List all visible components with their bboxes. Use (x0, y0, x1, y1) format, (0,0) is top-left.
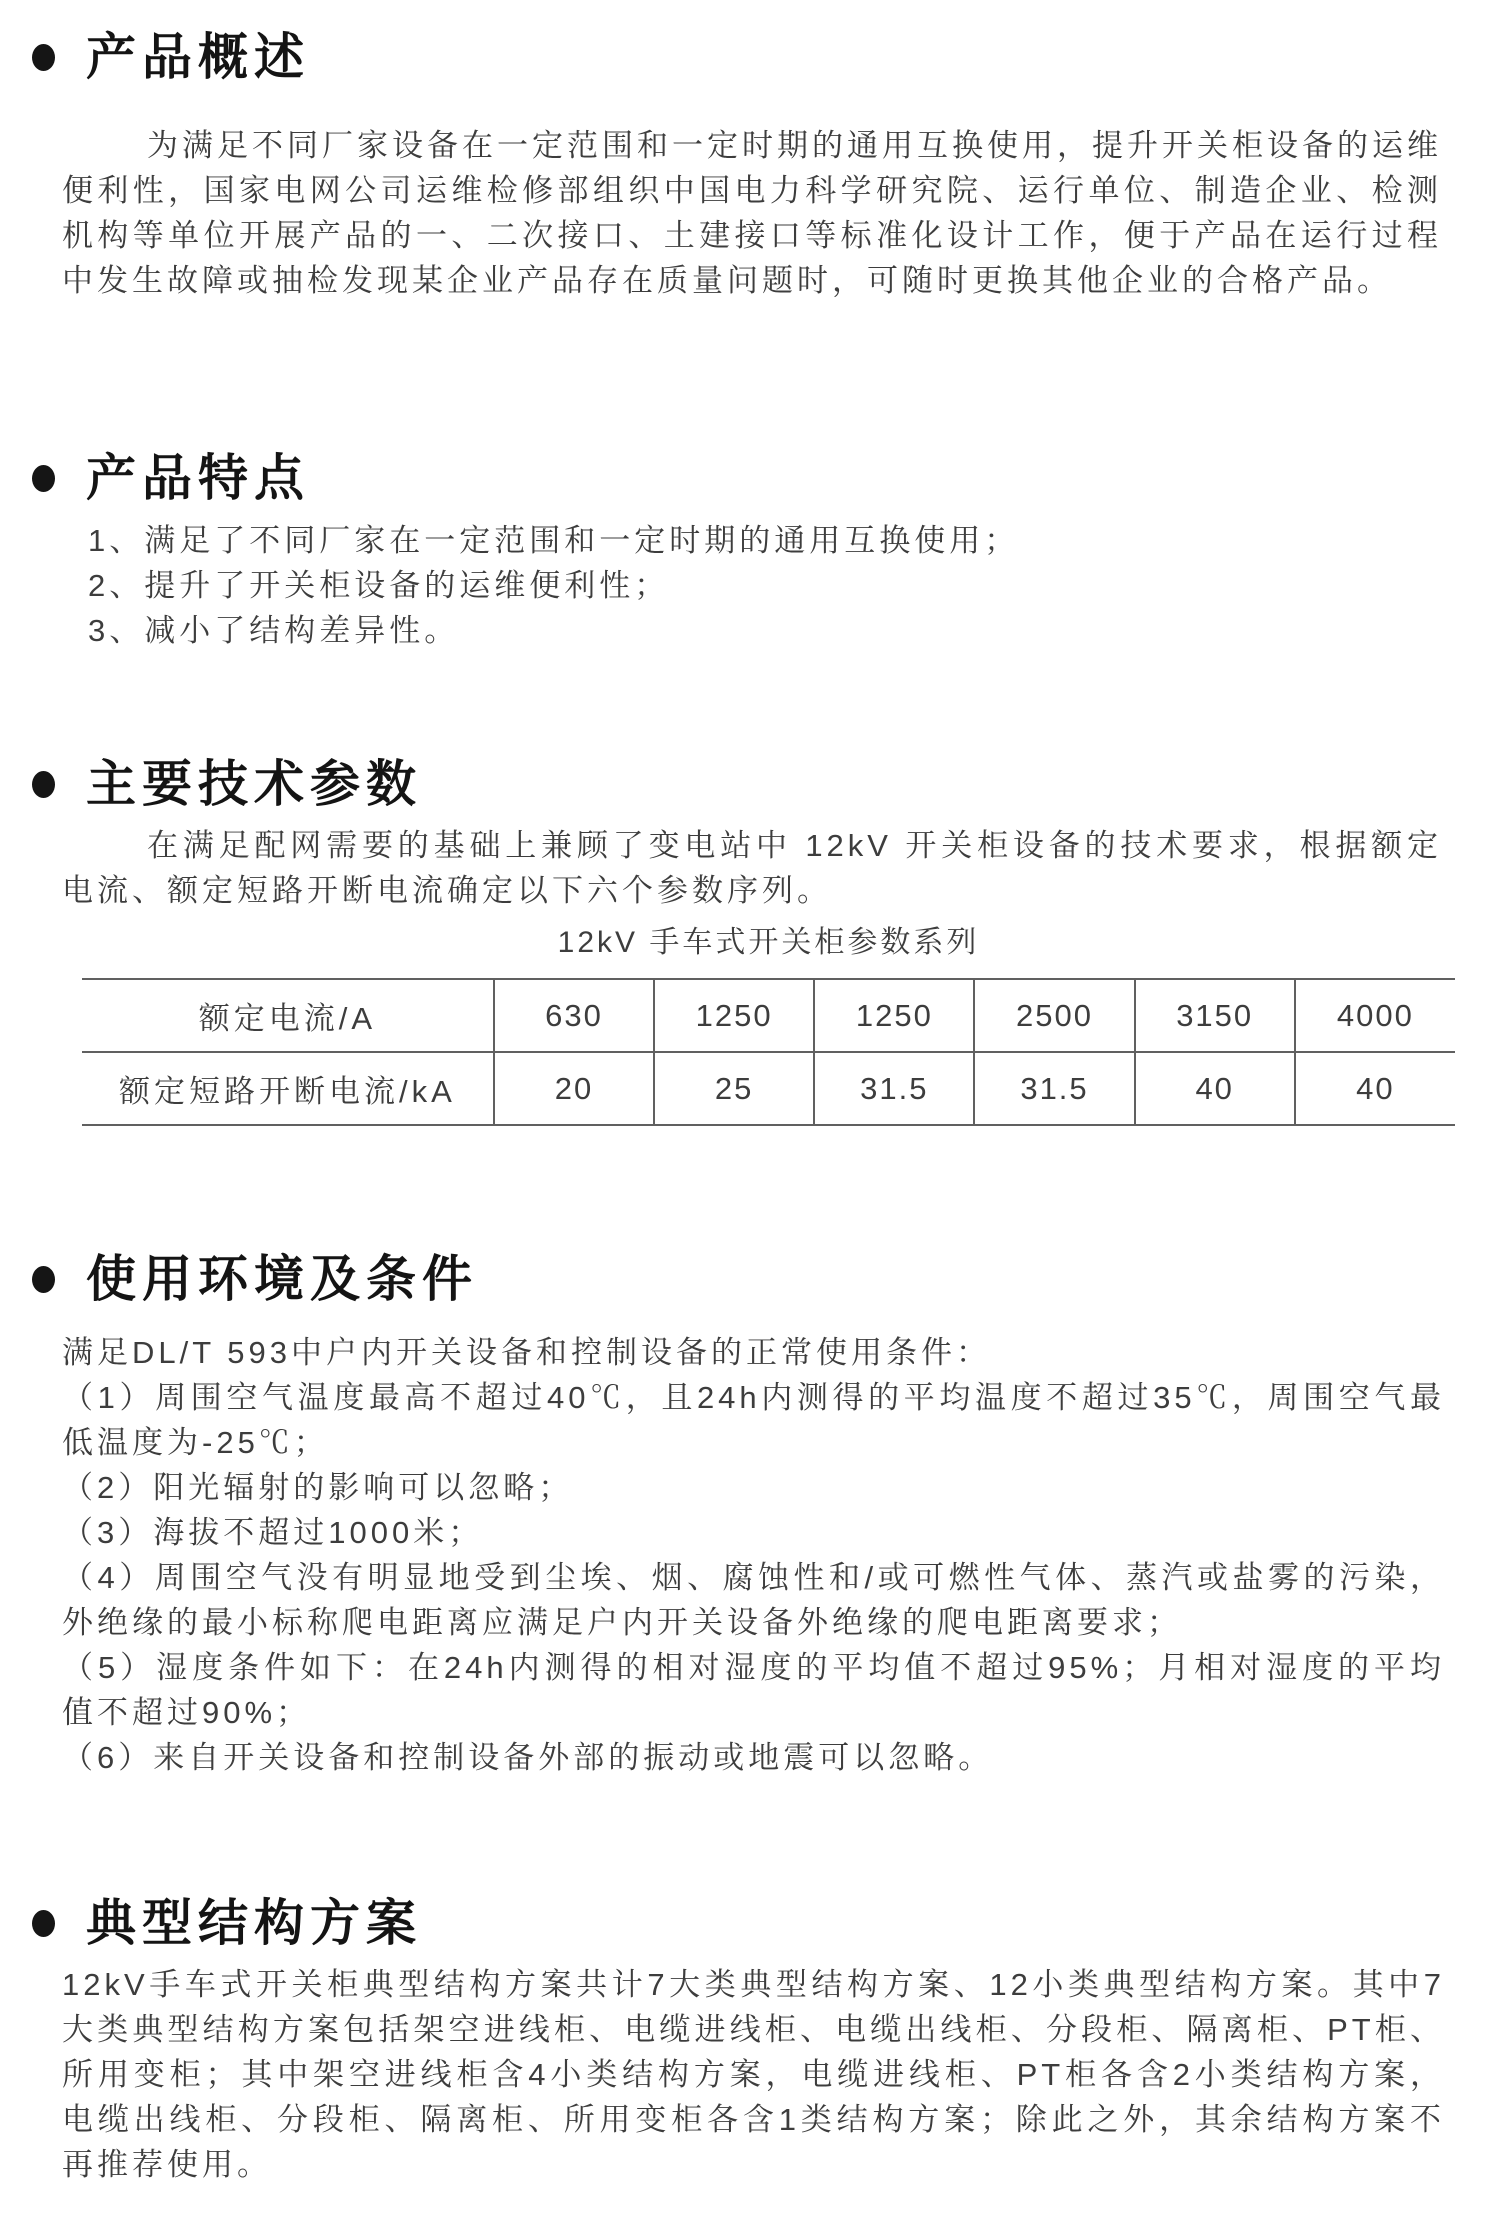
environment-intro: 满足DL/T 593中户内开关设备和控制设备的正常使用条件： (62, 1335, 991, 1370)
structure-section-heading (32, 1894, 422, 1952)
parameters-table-wrap (82, 978, 1455, 1126)
parameters-section-heading (32, 755, 422, 813)
table-cell: 4000 (1295, 979, 1455, 1052)
table-cell: 20 (494, 1052, 654, 1125)
features-item: 2、提升了开关柜设备的运维便利性； (88, 568, 670, 603)
environment-section-heading (32, 1250, 478, 1308)
breaking-current-row (82, 1052, 1455, 1125)
overview-paragraph: 为满足不同厂家设备在一定范围和一定时期的通用互换使用，提升开关柜设备的运维便利性，国家电网公司运维检修部组织中国电力科学研究院、运行单位、制造企业、检测机构等单位开展产品的一、二次接口、土建接口等标准化设计工作，便于产品在运行过程中发生故障或抽检发现某企业产品存在质量问题时，可随时更换其他企业的合格产品。 (62, 128, 1442, 298)
table-row-label: 额定电流/A (198, 1001, 377, 1036)
table-cell: 3150 (1135, 979, 1295, 1052)
features-item: 3、减小了结构差异性。 (88, 613, 460, 648)
overview-heading-text: 产品概述 (86, 29, 310, 85)
structure-paragraph: 12kV手车式开关柜典型结构方案共计7大类典型结构方案、12小类典型结构方案。其中7大类典型结构方案包括架空进线柜、电缆进线柜、电缆出线柜、分段柜、隔离柜、PT柜、所用变柜；其中架空进线柜含4小类结构方案，电缆进线柜、PT柜各含2小类结构方案，电缆出线柜、分段柜、隔离柜、所用变柜各含1类结构方案；除此之外，其余结构方案不再推荐使用。 (62, 1967, 1445, 2182)
table-cell: 25 (654, 1052, 814, 1125)
structure-heading-text: 典型结构方案 (86, 1895, 422, 1951)
table-cell: 1250 (814, 979, 974, 1052)
environment-heading-text: 使用环境及条件 (86, 1251, 478, 1307)
features-item: 1、满足了不同厂家在一定范围和一定时期的通用互换使用； (88, 523, 1020, 558)
bullet-icon (32, 44, 55, 71)
features-list (88, 518, 1468, 653)
environment-item: （2）阳光辐射的影响可以忽略； (62, 1470, 574, 1505)
environment-item: （4）周围空气没有明显地受到尘埃、烟、腐蚀性和/或可燃性气体、蒸汽或盐雾的污染，外绝缘的最小标称爬电距离应满足户内开关设备外绝缘的爬电距离要求； (62, 1560, 1445, 1640)
bullet-icon (32, 1266, 55, 1293)
overview-section-heading (32, 28, 310, 86)
bullet-icon (32, 771, 55, 798)
table-cell: 630 (494, 979, 654, 1052)
table-cell: 1250 (654, 979, 814, 1052)
features-heading-text: 产品特点 (86, 450, 310, 506)
bullet-icon (32, 465, 55, 492)
environment-item: （6）来自开关设备和控制设备外部的振动或地震可以忽略。 (62, 1740, 994, 1775)
bullet-icon (32, 1910, 55, 1937)
environment-item: （3）海拔不超过1000米； (62, 1515, 484, 1550)
table-cell: 40 (1135, 1052, 1295, 1125)
environment-item: （5）湿度条件如下：在24h内测得的相对湿度的平均值不超过95%；月相对湿度的平均值不超过90%； (62, 1650, 1445, 1730)
parameters-heading-text: 主要技术参数 (86, 756, 422, 812)
parameters-table (82, 978, 1455, 1126)
table-cell: 31.5 (974, 1052, 1134, 1125)
table-cell: 2500 (974, 979, 1134, 1052)
rated-current-row (82, 979, 1455, 1052)
table-title: 12kV 手车式开关柜参数系列 (557, 926, 980, 959)
table-cell: 31.5 (814, 1052, 974, 1125)
table-cell: 40 (1295, 1052, 1455, 1125)
environment-item: （1）周围空气温度最高不超过40℃，且24h内测得的平均温度不超过35℃，周围空气最低温度为-25℃； (62, 1380, 1445, 1460)
table-row-label: 额定短路开断电流/kA (119, 1074, 456, 1109)
parameters-paragraph: 在满足配网需要的基础上兼顾了变电站中 12kV 开关柜设备的技术要求，根据额定电流、额定短路开断电流确定以下六个参数序列。 (62, 828, 1442, 908)
features-section-heading (32, 449, 310, 507)
environment-list (62, 1330, 1445, 1780)
